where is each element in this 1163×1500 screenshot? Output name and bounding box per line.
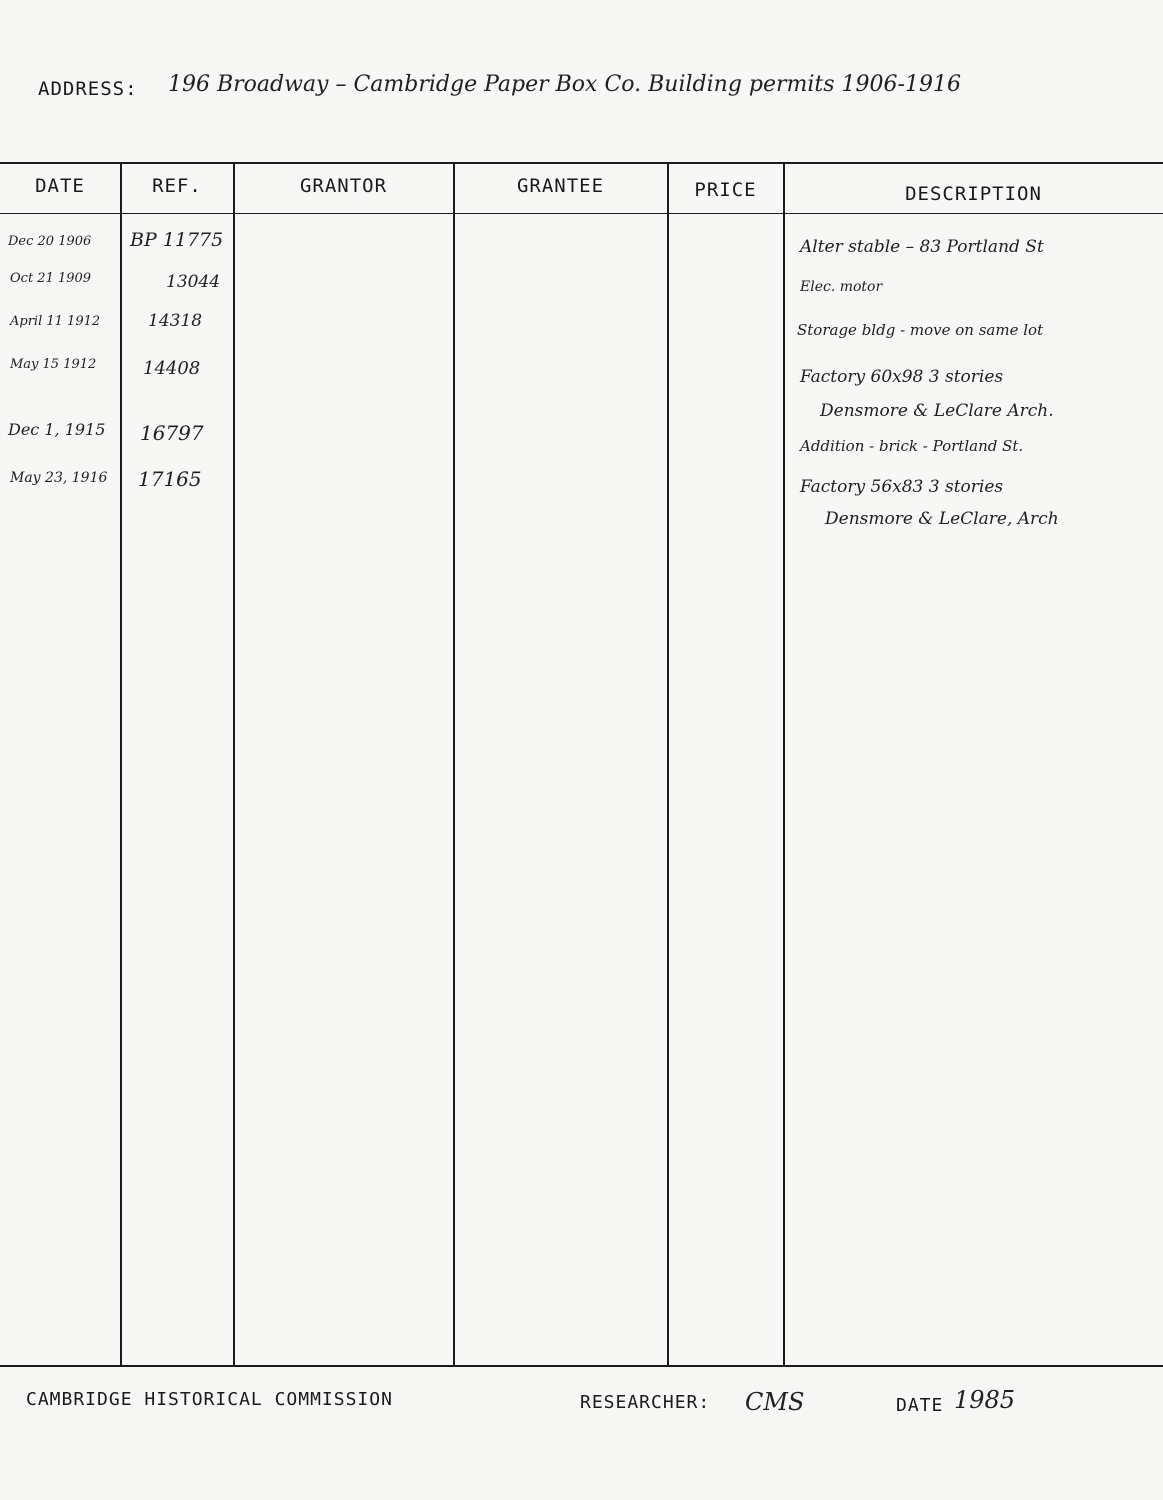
researcher-label: RESEARCHER: [580,1392,711,1413]
column-header-description: DESCRIPTION [905,183,1042,205]
table-cell-description: Storage bldg - move on same lot [797,321,1044,339]
table-cell-description: Densmore & LeClare, Arch [825,509,1059,529]
table-cell-date: April 11 1912 [10,314,101,329]
address-label: ADDRESS: [38,78,138,100]
column-header-grantee: GRANTEE [516,175,605,197]
table-cell-date: Dec 20 1906 [8,234,92,249]
commission-name: CAMBRIDGE HISTORICAL COMMISSION [26,1389,393,1410]
table-cell-description: Factory 56x83 3 stories [800,477,1004,497]
table-cell-description: Alter stable – 83 Portland St [800,237,1044,257]
table-cell-ref: 13044 [166,272,221,292]
table-cell-ref: BP 11775 [130,229,224,251]
table-cell-date: Oct 21 1909 [10,271,92,286]
table-cell-date: Dec 1, 1915 [8,420,106,439]
table-cell-description: Elec. motor [800,279,883,295]
table-cell-ref: 14318 [148,311,203,331]
table-cell-date: May 23, 1916 [10,470,108,486]
column-header-ref: REF. [152,175,202,197]
column-header-price: PRICE [694,179,757,201]
table-cell-ref: 17165 [138,467,202,491]
address-value: 196 Broadway – Cambridge Paper Box Co. Building permits 1906-1916 [168,72,961,97]
column-header-grantor: GRANTOR [299,175,388,197]
table-cell-date: May 15 1912 [10,357,97,372]
table-cell-ref: 14408 [143,358,201,379]
table-cell-description: Densmore & LeClare Arch. [820,401,1054,421]
column-header-date: DATE [35,175,85,197]
date-label: DATE [896,1395,944,1416]
table-cell-ref: 16797 [140,421,204,445]
table-cell-description: Factory 60x98 3 stories [800,367,1004,387]
table-cell-description: Addition - brick - Portland St. [800,437,1024,455]
researcher-value: CMS [745,1388,805,1416]
date-value: 1985 [954,1386,1016,1414]
